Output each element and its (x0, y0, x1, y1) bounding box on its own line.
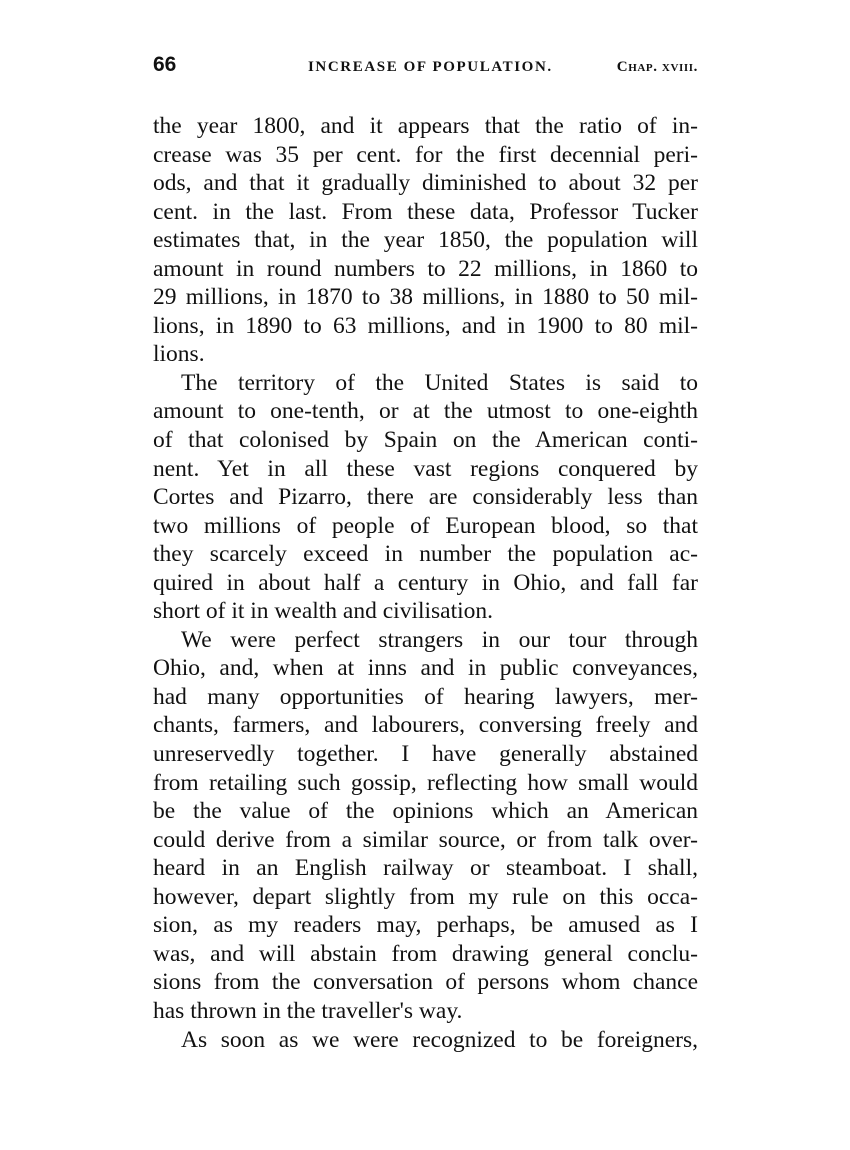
text-line: chants, farmers, and labourers, conversing freely and (153, 712, 698, 739)
text-line: be the value of the opinions which an American (153, 798, 698, 825)
text-line: was, and will abstain from drawing general conclu- (153, 940, 698, 967)
text-line: the year 1800, and it appears that the ratio of in- (153, 113, 698, 139)
running-title: INCREASE OF POPULATION. (308, 59, 553, 75)
page-number: 66 (153, 53, 177, 76)
text-line: amount in round numbers to 22 millions, in 1860 to (153, 255, 698, 282)
text-line: has thrown in the traveller's way. (153, 997, 463, 1024)
paragraph-continued (153, 112, 698, 369)
paragraph-territory (153, 369, 698, 626)
text-line: We were perfect strangers in our tour through (181, 626, 698, 653)
text-line: As soon as we were recognized to be foreigners, (181, 1026, 698, 1053)
text-line: they scarcely exceed in number the population ac- (153, 541, 698, 568)
text-line: of that colonised by Spain on the American conti- (153, 427, 698, 454)
paragraph-foreigners (153, 1026, 698, 1055)
text-line: crease was 35 per cent. for the first decennial peri- (153, 141, 698, 168)
text-line: two millions of people of European blood, so that (153, 512, 698, 539)
text-line: heard in an English railway or steamboat. I shall, (153, 855, 698, 882)
text-line: 29 millions, in 1870 to 38 millions, in 1880 to 50 mil- (153, 284, 698, 311)
text-line: however, depart slightly from my rule on this occa- (153, 883, 698, 910)
text-line: Cortes and Pizarro, there are considerably less than (153, 484, 698, 511)
text-line: unreservedly together. I have generally abstained (153, 741, 698, 768)
text-line: sion, as my readers may, perhaps, be amused as I (153, 912, 698, 939)
text-line: had many opportunities of hearing lawyers, mer- (153, 683, 698, 710)
text-line: amount to one-tenth, or at the utmost to one-eighth (153, 398, 698, 425)
text-line: lions. (153, 341, 205, 368)
text-line: The territory of the United States is said to (181, 369, 698, 396)
text-line: Ohio, and, when at inns and in public conveyances, (153, 655, 698, 682)
text-line: sions from the conversation of persons whom chance (153, 969, 698, 996)
text-line: ods, and that it gradually diminished to about 32 per (153, 170, 698, 197)
running-head (153, 50, 698, 80)
body-text (153, 112, 698, 1054)
paragraph-strangers (153, 626, 698, 1026)
text-line: quired in about half a century in Ohio, and fall far (153, 569, 698, 596)
text-line: cent. in the last. From these data, Professor Tucker (153, 198, 698, 225)
text-line: could derive from a similar source, or from talk over- (153, 826, 698, 853)
chapter-label: Chap. xviii. (616, 59, 698, 75)
text-line: estimates that, in the year 1850, the population will (153, 227, 698, 254)
text-line: short of it in wealth and civilisation. (153, 598, 494, 625)
text-line: nent. Yet in all these vast regions conquered by (153, 455, 698, 482)
text-line: lions, in 1890 to 63 millions, and in 1900 to 80 mil- (153, 312, 698, 339)
text-line: from retailing such gossip, reflecting how small would (153, 769, 698, 796)
